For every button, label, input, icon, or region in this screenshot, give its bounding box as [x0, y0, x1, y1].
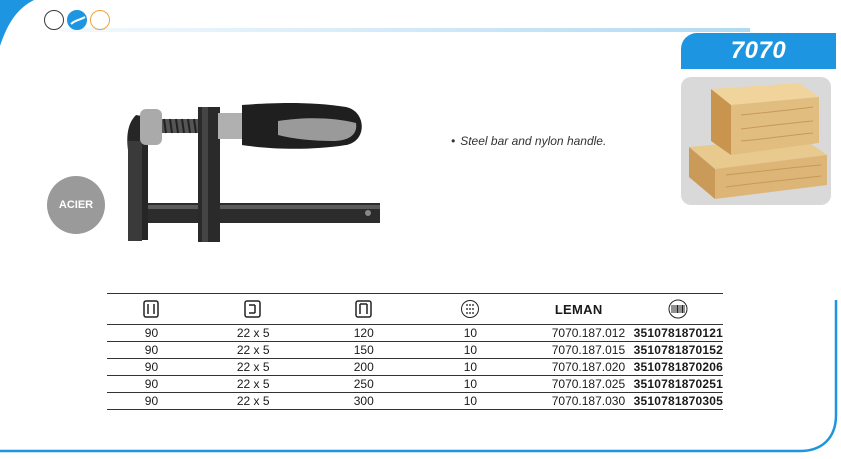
col-header-bar	[196, 294, 311, 325]
code-cell: 7070.187.015	[524, 342, 634, 359]
qty-cell: 10	[417, 393, 524, 410]
depth-cell: 90	[107, 342, 196, 359]
code-cell: 7070.187.020	[524, 359, 634, 376]
product-number-badge: 7070	[681, 33, 836, 69]
ean-cell: 3510781870251	[633, 377, 723, 391]
opening-cell: 200	[310, 359, 417, 376]
bar-cell: 22 x 5	[196, 393, 311, 410]
opening-cell: 150	[310, 342, 417, 359]
code-cell: 7070.187.012	[524, 325, 634, 342]
qty-cell: 10	[417, 359, 524, 376]
pack-quantity-icon	[460, 299, 480, 319]
brand-logo: LEMAN	[554, 301, 603, 317]
table-header-row	[107, 294, 723, 325]
opening-cell: 120	[310, 325, 417, 342]
description-text: Steel bar and nylon handle.	[460, 134, 607, 148]
bar-cell: 22 x 5	[196, 342, 311, 359]
orange-outline-circle-icon	[90, 10, 110, 30]
table-row	[107, 393, 723, 410]
barcode-icon	[666, 299, 690, 319]
wood-planks-illustration	[681, 77, 831, 205]
ean-cell: 3510781870305	[633, 394, 723, 408]
bar-cell: 22 x 5	[196, 359, 311, 376]
table-row	[107, 359, 723, 376]
material-badge: ACIER	[47, 176, 105, 234]
qty-cell: 10	[417, 342, 524, 359]
table-row	[107, 342, 723, 359]
bar-section-icon	[243, 300, 263, 318]
bullet: •	[451, 134, 456, 148]
product-description	[451, 134, 606, 148]
opening-capacity-icon	[354, 300, 374, 318]
depth-cell: 90	[107, 325, 196, 342]
ean-cell: 3510781870206	[633, 360, 723, 374]
outline-circle-icon	[44, 10, 64, 30]
opening-cell: 250	[310, 376, 417, 393]
code-cell: 7070.187.030	[524, 393, 634, 410]
bar-cell: 22 x 5	[196, 325, 311, 342]
ean-cell: 3510781870152	[633, 343, 723, 357]
bar-cell: 22 x 5	[196, 376, 311, 393]
qty-cell: 10	[417, 376, 524, 393]
clamp-product-image	[118, 95, 388, 250]
qty-cell: 10	[417, 325, 524, 342]
blue-filled-circle-icon	[67, 10, 87, 30]
table-row	[107, 325, 723, 342]
color-dots	[44, 10, 110, 30]
code-cell: 7070.187.025	[524, 376, 634, 393]
ean-cell: 3510781870121	[633, 326, 723, 340]
col-header-opening	[310, 294, 417, 325]
depth-cell: 90	[107, 359, 196, 376]
depth-cell: 90	[107, 393, 196, 410]
specs-table	[107, 293, 723, 410]
throat-depth-icon	[141, 300, 161, 318]
col-header-qty	[417, 294, 524, 325]
depth-cell: 90	[107, 376, 196, 393]
col-header-brand	[524, 294, 634, 325]
table-row	[107, 376, 723, 393]
header-rule	[60, 28, 750, 32]
col-header-depth	[107, 294, 196, 325]
col-header-ean	[634, 294, 723, 325]
opening-cell: 300	[310, 393, 417, 410]
